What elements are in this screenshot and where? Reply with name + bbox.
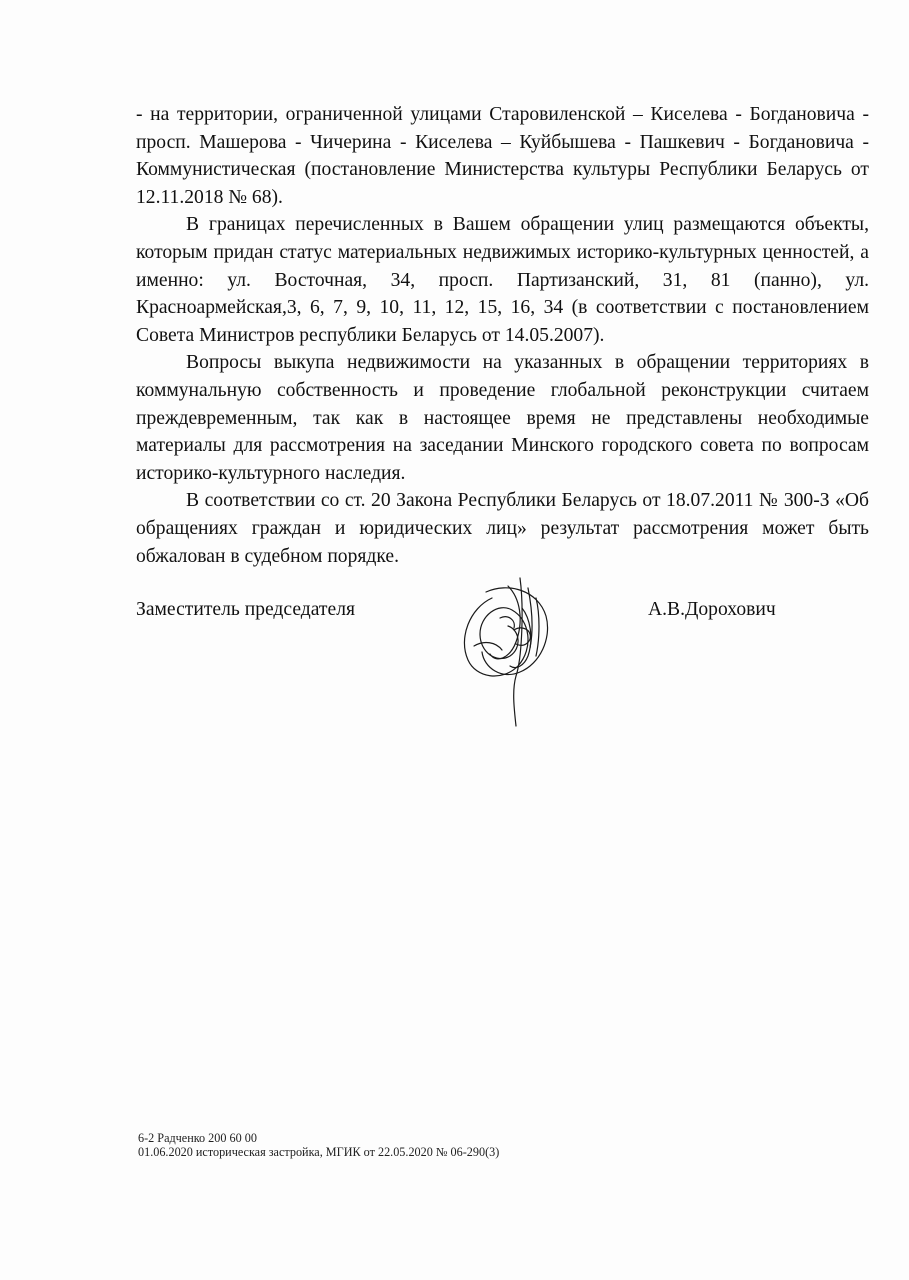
- letter-body: [136, 101, 869, 570]
- paragraph-heritage-objects: В границах перечисленных в Вашем обращении улиц размещаются объекты, которым придан статус материальных недвижимых историко-культурных ценностей, а именно: ул. Восточная, 34, просп. Партизанский, 31, 81 (панно), ул. Красноармейская,3, 6, 7, 9, 10, 11, 12, 15, 16, 34 (в соответствии с постановлением Совета Министров республики Беларусь от 14.05.2007).: [136, 214, 869, 346]
- executor-line: 6-2 Радченко 200 60 00: [138, 1131, 257, 1145]
- signer-position: Заместитель председателя: [136, 599, 355, 620]
- reference-line: 01.06.2020 историческая застройка, МГИК от 22.05.2020 № 06-290(3): [138, 1145, 500, 1159]
- paragraph-appeal-rights: В соответствии со ст. 20 Закона Республики Беларусь от 18.07.2011 № 300-З «Об обращениях граждан и юридических лиц» результат рассмотрения может быть обжалован в судебном порядке.: [136, 490, 869, 567]
- signer-name: А.В.Дорохович: [648, 599, 776, 620]
- paragraph-property-purchase: Вопросы выкупа недвижимости на указанных в обращении территориях в коммунальную собственность и проведение глобальной реконструкции считаем преждевременным, так как в настоящее время не представлены необходимые материалы для рассмотрения на заседании Минского городского совета по вопросам историко-культурного наследия.: [136, 352, 869, 484]
- handwritten-signature: [450, 568, 570, 733]
- paragraph-territory-boundaries: - на территории, ограниченной улицами Старовиленской – Киселева - Богдановича - просп. Машерова - Чичерина - Киселева – Куйбышева - Пашкевич - Богдановича - Коммунистическая (постановление Министерства культуры Республики Беларусь от 12.11.2018 № 68).: [136, 104, 869, 208]
- document-footer: [138, 1131, 499, 1159]
